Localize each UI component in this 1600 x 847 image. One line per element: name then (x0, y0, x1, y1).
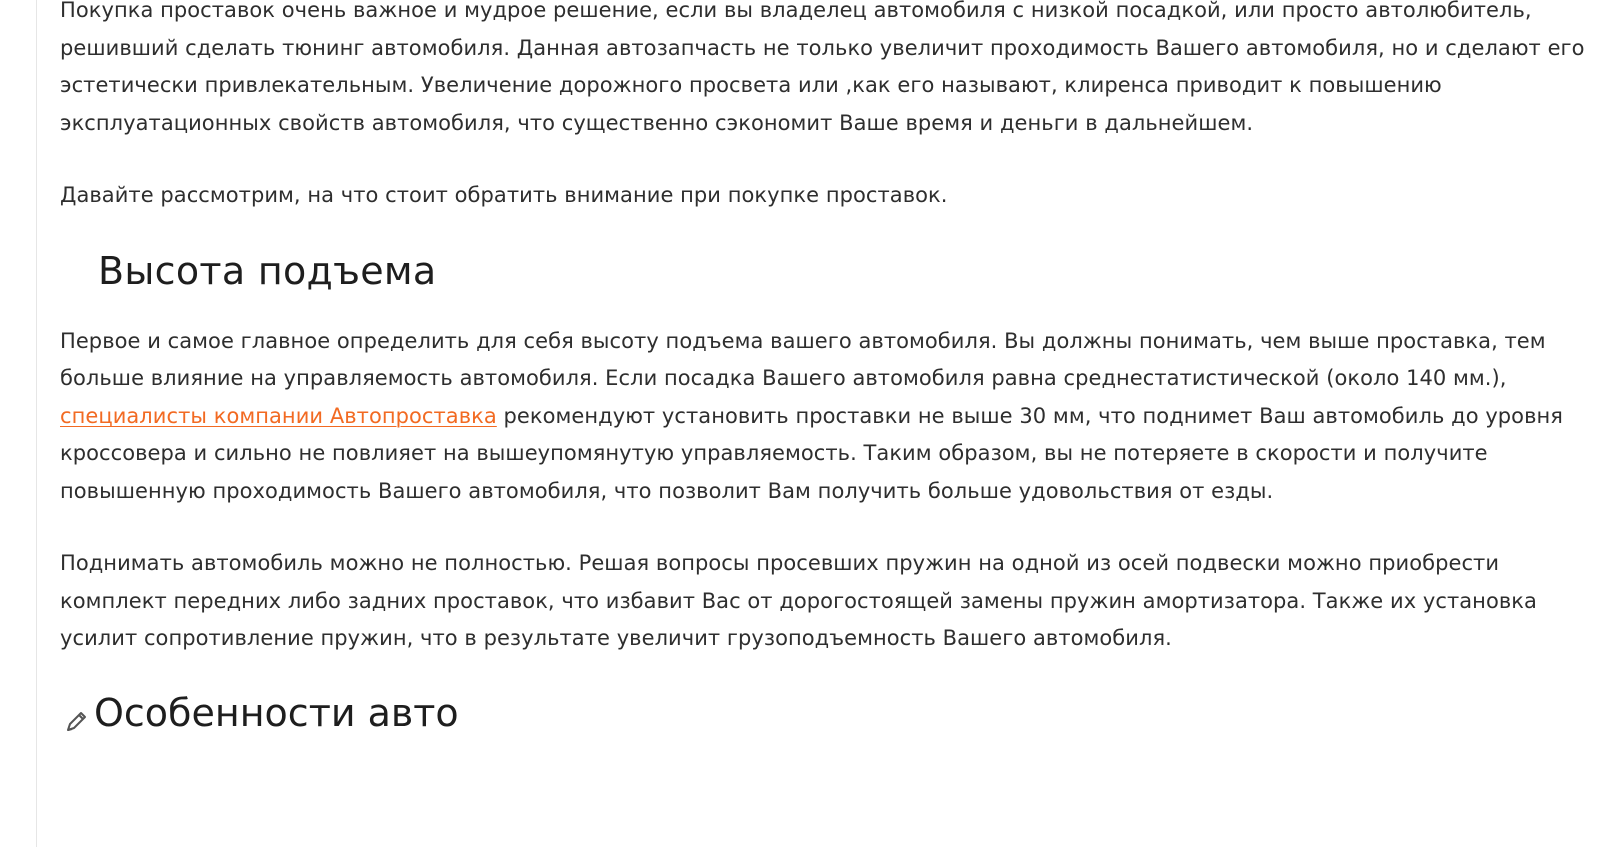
section-heading-lift-height: Высота подъема (98, 248, 437, 293)
article-body (60, 0, 1590, 738)
lead-paragraph: Давайте рассмотрим, на что стоит обратить внимание при покупке проставок. (60, 183, 948, 207)
lift-paragraph-1 (60, 323, 1590, 511)
section-heading-car-features-text: Особенности авто (94, 690, 459, 735)
company-specialists-link[interactable]: специалисты компании Автопроставка (60, 403, 497, 428)
lift-paragraph-1-text-after: рекомендуют установить проставки не выше 30 мм, что поднимет Ваш автомобиль до уровня кроссовера и сильно не повлияет на вышеупомянутую управляемость. Таким образом, вы не потеряете в скорости и получите повышенную проходимость Вашего автомобиля, что позволит Вам получить больше удовольствия от езды. (60, 403, 1563, 503)
left-border-line (36, 0, 37, 847)
intro-paragraph: Покупка проставок очень важное и мудрое решение, если вы владелец автомобиля с низкой посадкой, или просто автолюбитель, решивший сделать тюнинг автомобиля. Данная автозапчасть не только увеличит проходимость Вашего автомобиля, но и сделают его эстетически привлекательным. Увеличение дорожного просвета или ,как его называют, клиренса приводит к повышению эксплуатационных свойств автомобиля, что существенно сэкономит Ваше время и деньги в дальнейшем. (60, 0, 1585, 135)
section-heading-car-features (60, 688, 1590, 738)
lift-paragraph-1-text-before: Первое и самое главное определить для себя высоту подъема вашего автомобиля. Вы должны понимать, чем выше проставка, тем больше влияние на управляемость автомобиля. Если посадка Вашего автомобиля равна среднестатистической (около 140 мм.), (60, 328, 1546, 390)
lift-paragraph-2: Поднимать автомобиль можно не полностью. Решая вопросы просевших пружин на одной из осей подвески можно приобрести комплект передних либо задних проставок, что избавит Вас от дорогостоящей замены пружин амортизатора. Также их установка усилит сопротивление пружин, что в результате увеличит грузоподъемность Вашего автомобиля. (60, 551, 1537, 650)
pencil-icon (60, 698, 90, 728)
